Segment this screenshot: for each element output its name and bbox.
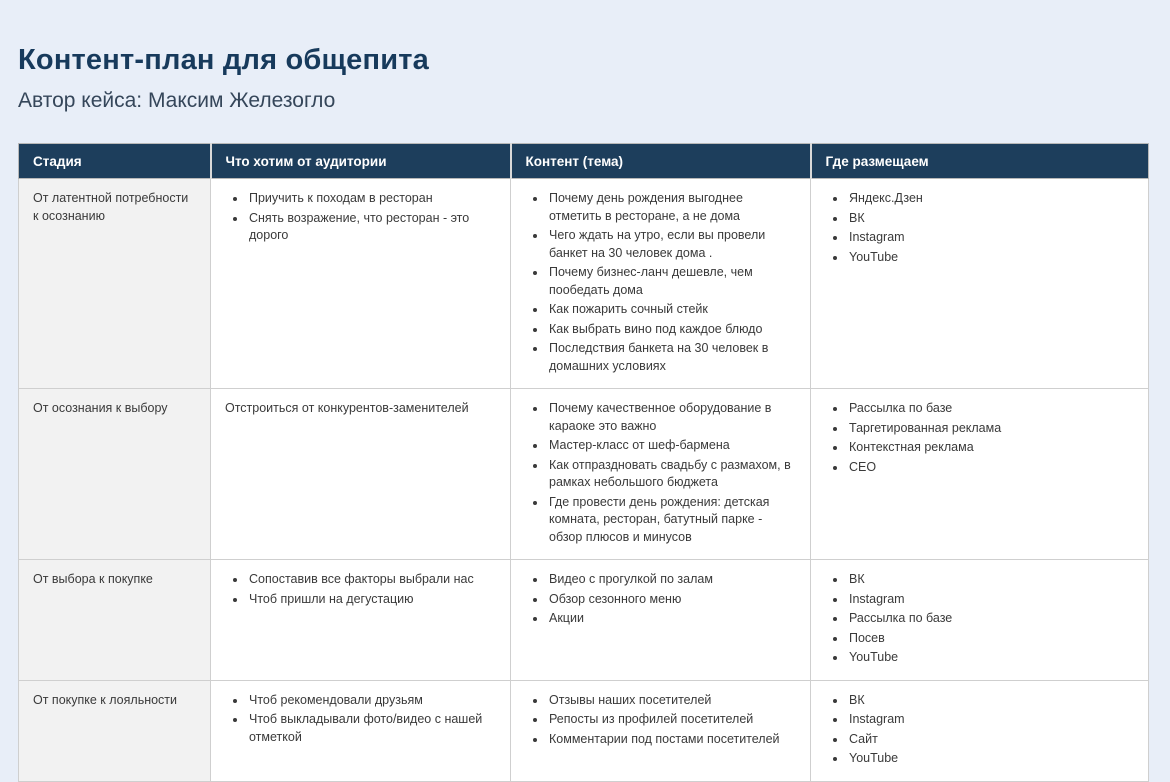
bullet-item: • Почему бизнес-ланч дешевле, чем пообедать дома	[547, 264, 798, 299]
bullet-item: • Чтоб выкладывали фото/видео с нашей отметкой	[247, 711, 498, 746]
bullet-list	[525, 571, 798, 628]
bullet-item: • Последствия банкета на 30 человек в домашних условиях	[547, 340, 798, 375]
cell-stage: От выбора к покупке	[19, 560, 211, 681]
bullet-item: • ВК	[847, 571, 1136, 589]
bullet-item: • Комментарии под постами посетителей	[547, 731, 798, 749]
bullet-item: • Как выбрать вино под каждое блюдо	[547, 321, 798, 339]
table-row	[19, 560, 1149, 681]
bullet-item: • Таргетированная реклама	[847, 420, 1136, 438]
bullet-list	[225, 571, 498, 608]
bullet-item: • Отзывы наших посетителей	[547, 692, 798, 710]
header-stage: Стадия	[19, 144, 211, 179]
header-audience: Что хотим от аудитории	[211, 144, 511, 179]
cell-placement	[811, 680, 1149, 781]
cell-content	[511, 389, 811, 560]
bullet-item: • ВК	[847, 692, 1136, 710]
bullet-item: • ВК	[847, 210, 1136, 228]
bullet-list	[825, 571, 1136, 667]
bullet-item: • Почему день рождения выгоднее отметить в ресторане, а не дома	[547, 190, 798, 225]
bullet-item: • Instagram	[847, 711, 1136, 729]
cell-stage: От осознания к выбору	[19, 389, 211, 560]
page-title: Контент-план для общепита	[18, 44, 429, 76]
bullet-item: • Яндекс.Дзен	[847, 190, 1136, 208]
bullet-item: • Сайт	[847, 731, 1136, 749]
table-body	[19, 179, 1149, 782]
plain-text: Отстроиться от конкурентов-заменителей	[225, 401, 469, 415]
bullet-item: • Мастер-класс от шеф-бармена	[547, 437, 798, 455]
bullet-list	[225, 190, 498, 245]
content-plan-table	[18, 143, 1149, 782]
bullet-item: • Снять возражение, что ресторан - это дорого	[247, 210, 498, 245]
bullet-item: • Чтоб рекомендовали друзьям	[247, 692, 498, 710]
bullet-item: • YouTube	[847, 249, 1136, 267]
bullet-list	[225, 692, 498, 747]
bullet-item: • Контекстная реклама	[847, 439, 1136, 457]
cell-stage: От покупке к лояльности	[19, 680, 211, 781]
cell-placement	[811, 389, 1149, 560]
bullet-item: • Как пожарить сочный стейк	[547, 301, 798, 319]
header-placement: Где размещаем	[811, 144, 1149, 179]
bullet-list	[525, 400, 798, 546]
cell-content	[511, 560, 811, 681]
cell-audience	[211, 680, 511, 781]
bullet-list	[825, 400, 1136, 476]
table-header-row	[19, 144, 1149, 179]
bullet-item: • Чтоб пришли на дегустацию	[247, 591, 498, 609]
bullet-list	[825, 692, 1136, 768]
bullet-item: • Сопоставив все факторы выбрали нас	[247, 571, 498, 589]
cell-audience	[211, 179, 511, 389]
bullet-item: • Рассылка по базе	[847, 610, 1136, 628]
cell-stage: От латентной потребности к осознанию	[19, 179, 211, 389]
bullet-list	[525, 190, 798, 375]
bullet-list	[525, 692, 798, 749]
header-content: Контент (тема)	[511, 144, 811, 179]
cell-content	[511, 179, 811, 389]
table-row	[19, 389, 1149, 560]
bullet-item: • YouTube	[847, 649, 1136, 667]
cell-audience	[211, 389, 511, 560]
bullet-item: • Как отпраздновать свадьбу с размахом, в рамках небольшого бюджета	[547, 457, 798, 492]
bullet-item: • Instagram	[847, 229, 1136, 247]
bullet-item: • Instagram	[847, 591, 1136, 609]
cell-content	[511, 680, 811, 781]
page-subtitle: Автор кейса: Максим Железогло	[18, 89, 336, 112]
cell-placement	[811, 179, 1149, 389]
bullet-list	[825, 190, 1136, 266]
cell-placement	[811, 560, 1149, 681]
bullet-item: • Приучить к походам в ресторан	[247, 190, 498, 208]
bullet-item: • СЕО	[847, 459, 1136, 477]
cell-audience	[211, 560, 511, 681]
table-row	[19, 179, 1149, 389]
bullet-item: • Репосты из профилей посетителей	[547, 711, 798, 729]
bullet-item: • Посев	[847, 630, 1136, 648]
bullet-item: • YouTube	[847, 750, 1136, 768]
bullet-item: • Обзор сезонного меню	[547, 591, 798, 609]
table-row	[19, 680, 1149, 781]
bullet-item: • Рассылка по базе	[847, 400, 1136, 418]
bullet-item: • Почему качественное оборудование в караоке это важно	[547, 400, 798, 435]
bullet-item: • Где провести день рождения: детская комната, ресторан, батутный парке - обзор плюсов и минусов	[547, 494, 798, 547]
bullet-item: • Акции	[547, 610, 798, 628]
bullet-item: • Чего ждать на утро, если вы провели банкет на 30 человек дома .	[547, 227, 798, 262]
bullet-item: • Видео с прогулкой по залам	[547, 571, 798, 589]
